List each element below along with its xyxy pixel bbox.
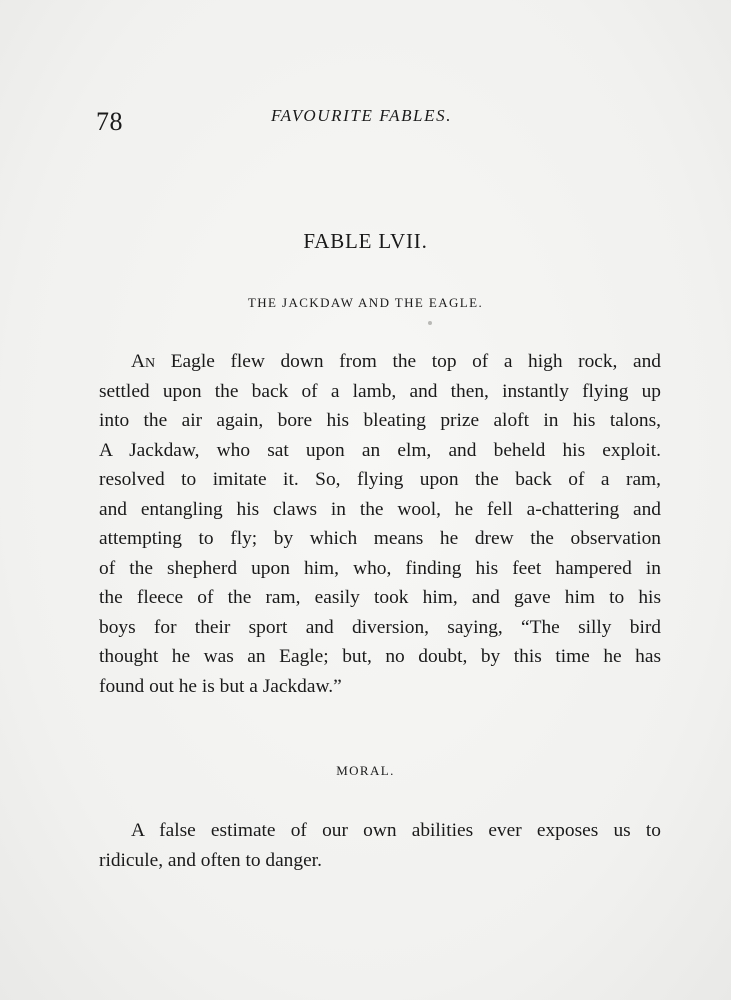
moral-line: ridicule, and often to danger. bbox=[99, 850, 322, 871]
body-line: An Eagle flew down from the top of a high rock, and bbox=[131, 351, 661, 372]
body-line: resolved to imitate it. So, flying upon the back of a ram, bbox=[99, 469, 661, 490]
drop-word: An bbox=[131, 351, 156, 372]
body-line: into the air again, bore his bleating prize aloft in his talons, bbox=[99, 410, 661, 431]
fable-title: FABLE LVII. bbox=[303, 229, 428, 253]
body-line: found out he is but a Jackdaw.” bbox=[99, 675, 342, 697]
body-line: A Jackdaw, who sat upon an elm, and beheld his exploit. bbox=[99, 439, 661, 461]
body-line: and entangling his claws in the wool, he fell a-chattering and bbox=[99, 498, 661, 520]
body-line: settled upon the back of a lamb, and then, instantly flying up bbox=[99, 380, 661, 402]
body-line: thought he was an Eagle; but, no doubt, by this time he has bbox=[99, 646, 661, 667]
body-line: of the shepherd upon him, who, finding his feet hampered in bbox=[99, 557, 661, 579]
moral-line: A false estimate of our own abilities ever exposes us to bbox=[131, 820, 661, 841]
running-head: FAVOURITE FABLES. bbox=[271, 106, 453, 125]
moral-body bbox=[99, 816, 661, 876]
body-line: the fleece of the ram, easily took him, and gave him to his bbox=[99, 587, 661, 608]
page-number: 78 bbox=[96, 107, 123, 136]
fable-body bbox=[99, 347, 661, 701]
moral-heading: MORAL. bbox=[336, 763, 395, 778]
body-line: boys for their sport and diversion, saying, “The silly bird bbox=[99, 616, 661, 638]
ink-speck bbox=[428, 321, 432, 325]
body-line: attempting to fly; by which means he drew the observation bbox=[99, 528, 661, 549]
fable-subtitle: THE JACKDAW AND THE EAGLE. bbox=[247, 295, 484, 310]
